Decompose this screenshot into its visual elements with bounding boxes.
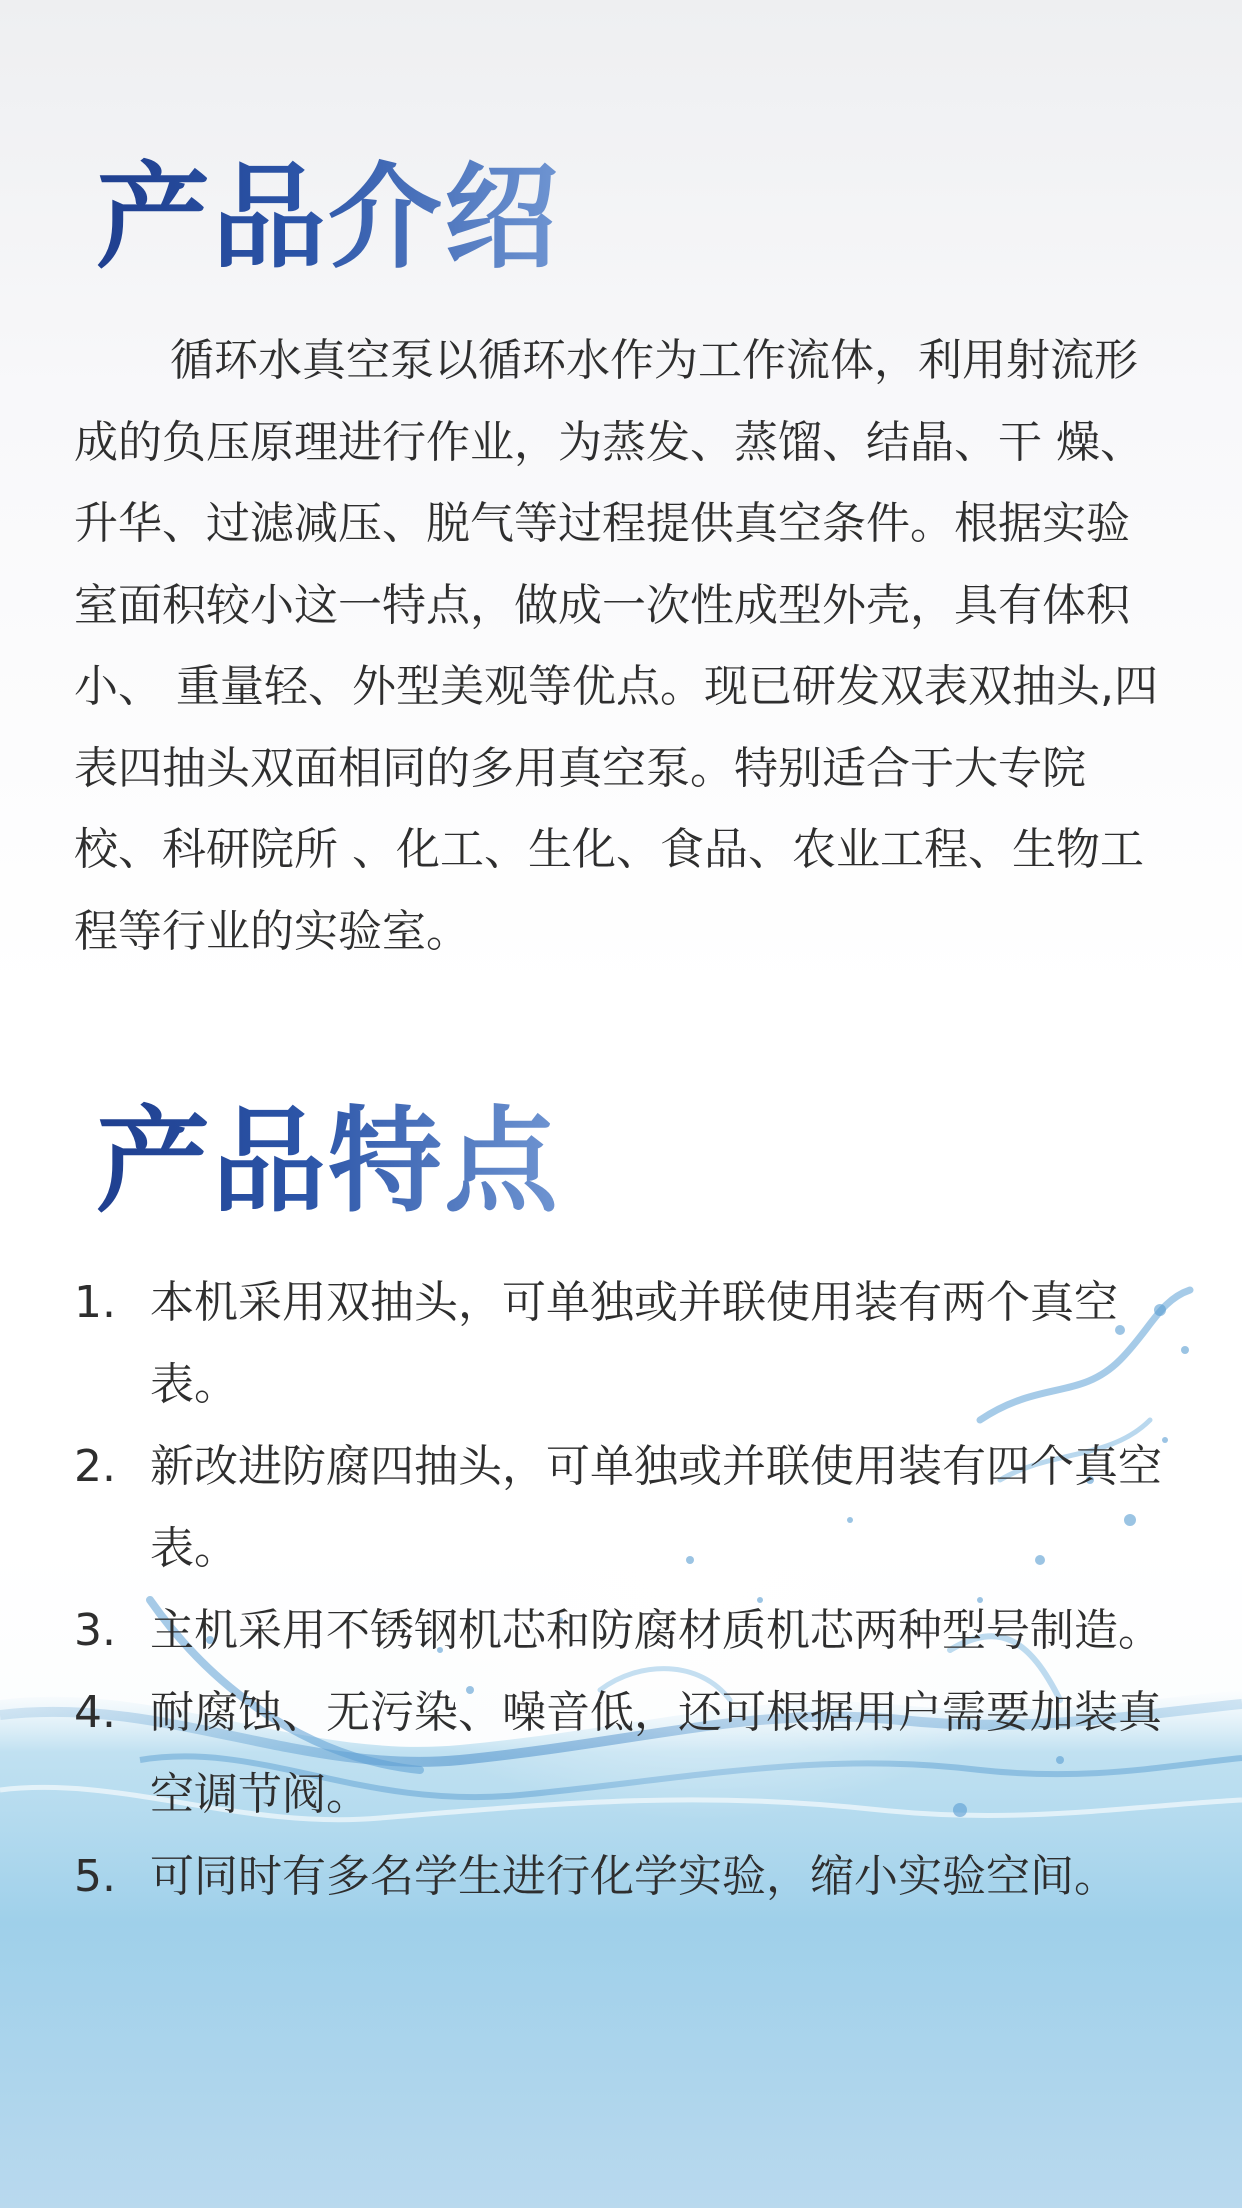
intro-title: 产品介绍 (96, 148, 560, 288)
features-title: 产品特点 (96, 1092, 560, 1232)
feature-text: 新改进防腐四抽头，可单独或并联使用装有四个真空表。 (150, 1441, 1162, 1574)
feature-number: 2. (74, 1441, 116, 1492)
feature-text: 耐腐蚀、无污染、噪音低，还可根据用户需要加装真空调节阀。 (150, 1687, 1162, 1820)
feature-item-1 (74, 1262, 1174, 1426)
feature-text: 主机采用不锈钢机芯和防腐材质机芯两种型号制造。 (150, 1605, 1162, 1656)
feature-item-5 (74, 1836, 1174, 1918)
feature-number: 5. (74, 1851, 116, 1902)
feature-text: 可同时有多名学生进行化学实验，缩小实验空间。 (150, 1851, 1118, 1902)
feature-number: 3. (74, 1605, 116, 1656)
intro-paragraph: 循环水真空泵以循环水作为工作流体，利用射流形成的负压原理进行作业，为蒸发、蒸馏、结晶、干 燥、升华、过滤减压、脱气等过程提供真空条件。根据实验室面积较小这一特点，做成一次性成型外壳，具有体积小、 重量轻、外型美观等优点。现已研发双表双抽头,四表四抽头双面相同的多用真空泵。特别适合于大专院校、科研院所 、化工、生化、食品、农业工程、生物工程等行业的实验室。 (74, 335, 1158, 957)
feature-number: 4. (74, 1687, 116, 1738)
feature-text: 本机采用双抽头，可单独或并联使用装有两个真空表。 (150, 1277, 1118, 1410)
feature-item-2 (74, 1426, 1174, 1590)
feature-number: 1. (74, 1277, 116, 1328)
feature-item-4 (74, 1672, 1174, 1836)
features-list (74, 1262, 1174, 1918)
feature-item-3 (74, 1590, 1174, 1672)
